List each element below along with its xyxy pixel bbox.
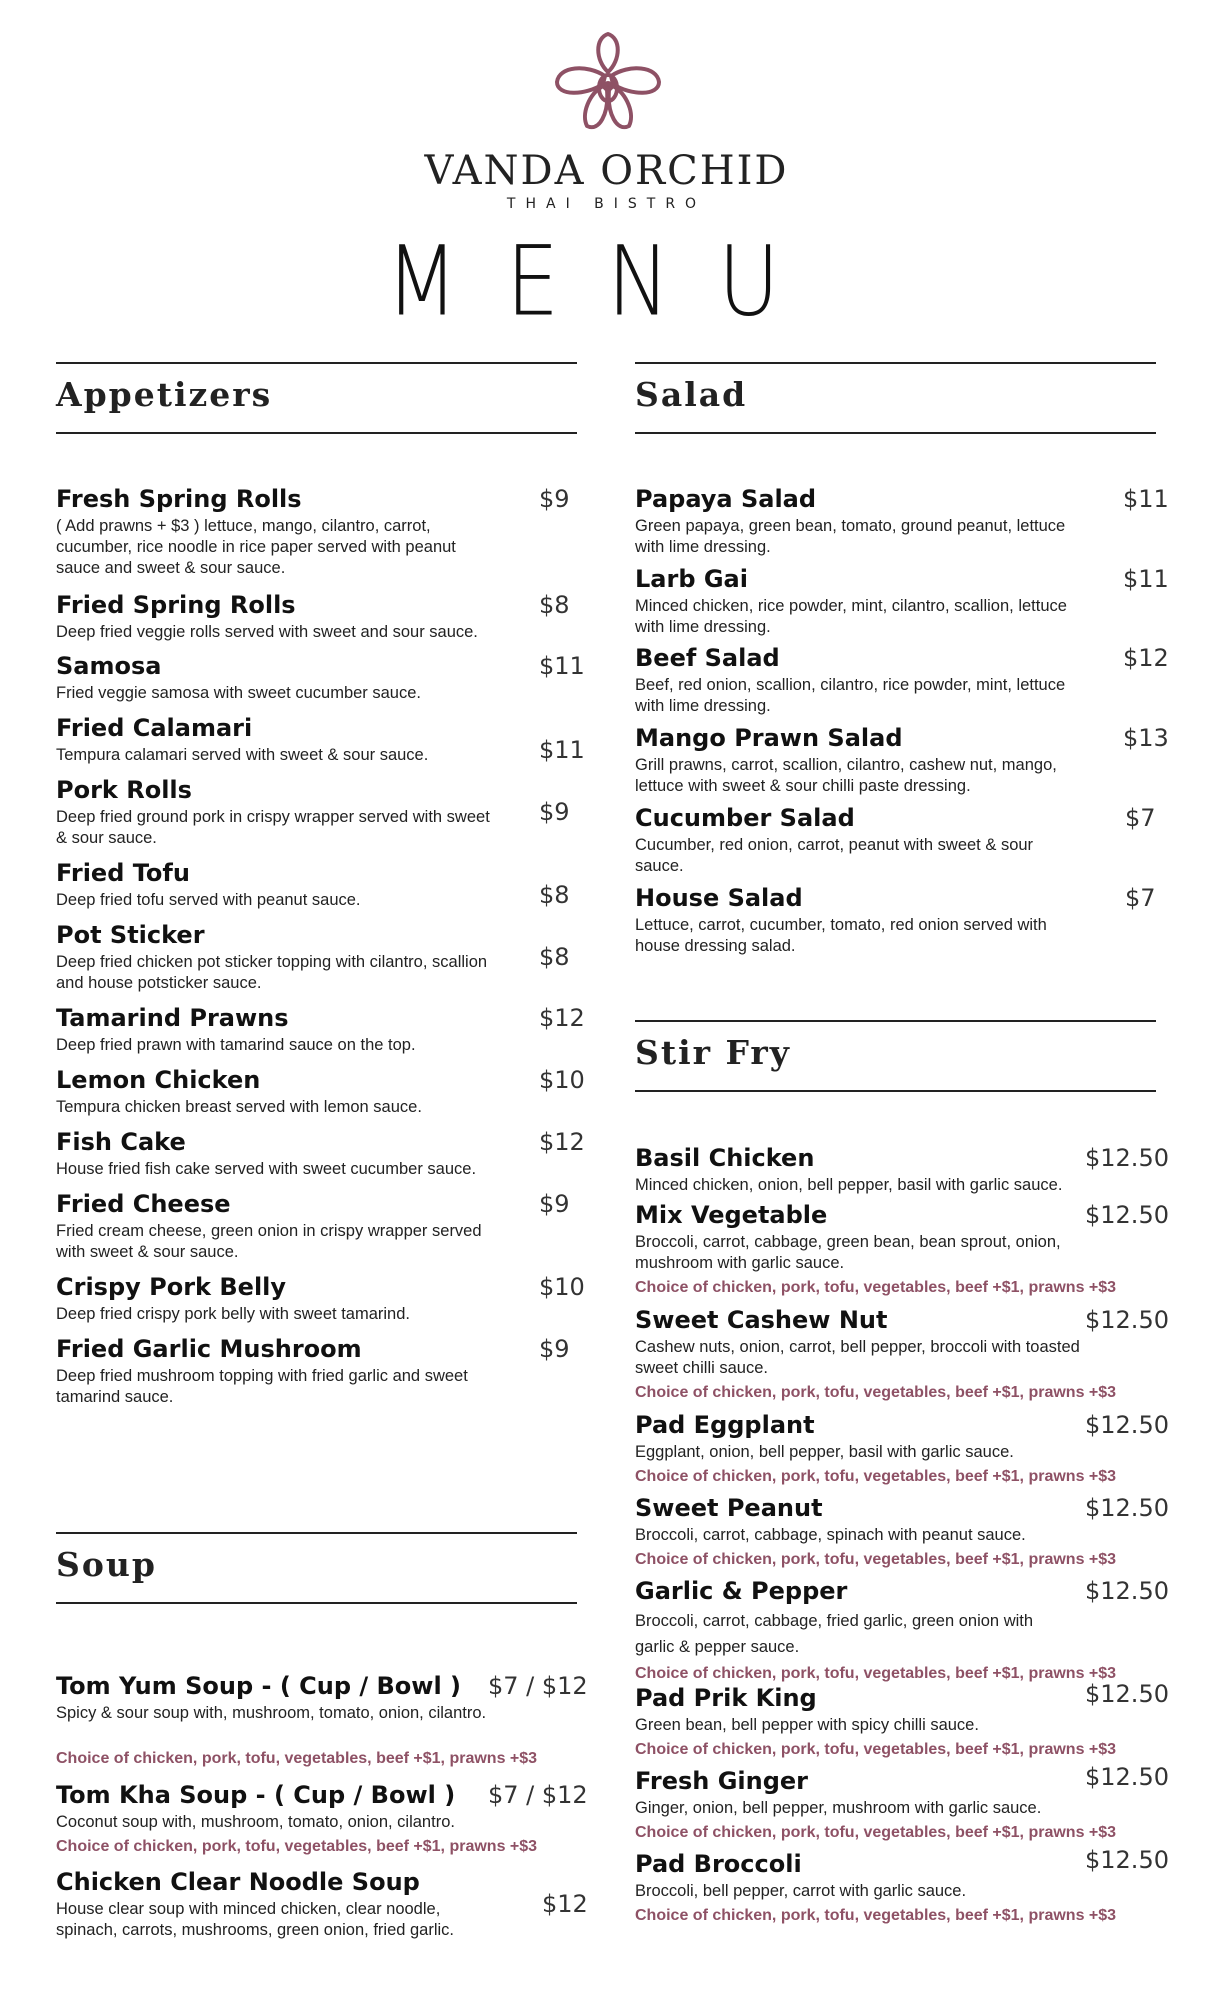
item-name: Pot Sticker xyxy=(56,921,205,949)
item-description: Broccoli, carrot, cabbage, spinach with peanut sauce. xyxy=(635,1526,1026,1544)
item-description: Broccoli, bell pepper, carrot with garlic sauce. xyxy=(635,1882,967,1900)
item-price: $12.50 xyxy=(1085,1763,1169,1791)
item-price: $12.50 xyxy=(1085,1846,1169,1874)
item-name: Tamarind Prawns xyxy=(56,1004,289,1032)
item-price: $12 xyxy=(542,1890,588,1918)
item-description: Tempura calamari served with sweet & sour sauce. xyxy=(56,746,429,764)
item-price: $12.50 xyxy=(1085,1306,1169,1334)
item-name: Fried Garlic Mushroom xyxy=(56,1335,362,1363)
item-description: Deep fried ground pork in crispy wrapper served with sweet & sour sauce. xyxy=(56,808,490,847)
item-price: $12.50 xyxy=(1085,1680,1169,1708)
item-price: $7 xyxy=(1125,884,1156,912)
item-name: Cucumber Salad xyxy=(635,804,855,832)
item-description: Minced chicken, onion, bell pepper, basil with garlic sauce. xyxy=(635,1176,1063,1194)
orchid-logo-icon xyxy=(551,30,666,138)
item-price: $8 xyxy=(539,943,570,971)
item-name: Tom Yum Soup - ( Cup / Bowl ) xyxy=(56,1672,462,1700)
item-description: Minced chicken, rice powder, mint, cilantro, scallion, lettuce with lime dressing. xyxy=(635,597,1067,636)
item-name: Fish Cake xyxy=(56,1128,186,1156)
item-description: Tempura chicken breast served with lemon sauce. xyxy=(56,1098,422,1116)
item-description: House clear soup with minced chicken, clear noodle, spinach, carrots, mushrooms, green onion, fried garlic. xyxy=(56,1900,455,1939)
protein-choice-note: Choice of chicken, pork, tofu, vegetables, beef +$1, prawns +$3 xyxy=(56,1750,538,1767)
item-description: Spicy & sour soup with, mushroom, tomato, onion, cilantro. xyxy=(56,1704,487,1722)
item-price: $10 xyxy=(539,1066,585,1094)
item-description: Eggplant, onion, bell pepper, basil with garlic sauce. xyxy=(635,1443,1014,1461)
item-name: Pad Prik King xyxy=(635,1684,817,1712)
item-name: Mango Prawn Salad xyxy=(635,724,903,752)
item-price: $7 xyxy=(1125,804,1156,832)
item-description: Deep fried crispy pork belly with sweet tamarind. xyxy=(56,1305,410,1323)
item-description: House fried fish cake served with sweet cucumber sauce. xyxy=(56,1160,477,1178)
item-description: Green bean, bell pepper with spicy chilli sauce. xyxy=(635,1716,979,1734)
item-price: $12 xyxy=(1123,644,1169,672)
protein-choice-note: Choice of chicken, pork, tofu, vegetables, beef +$1, prawns +$3 xyxy=(635,1468,1117,1485)
item-price: $9 xyxy=(539,1335,570,1363)
menu-title: MENU xyxy=(385,224,828,338)
item-price: $8 xyxy=(539,881,570,909)
item-name: Fried Spring Rolls xyxy=(56,591,296,619)
item-price: $12 xyxy=(539,1004,585,1032)
section-title: Stir Fry xyxy=(635,1033,791,1072)
item-description: Ginger, onion, bell pepper, mushroom with garlic sauce. xyxy=(635,1799,1042,1817)
item-price: $13 xyxy=(1123,724,1169,752)
item-name: Papaya Salad xyxy=(635,485,817,513)
item-description: Fried veggie samosa with sweet cucumber sauce. xyxy=(56,684,421,702)
item-name: Tom Kha Soup - ( Cup / Bowl ) xyxy=(56,1781,456,1809)
protein-choice-note: Choice of chicken, pork, tofu, vegetables, beef +$1, prawns +$3 xyxy=(635,1907,1117,1924)
item-price: $9 xyxy=(539,798,570,826)
protein-choice-note: Choice of chicken, pork, tofu, vegetables, beef +$1, prawns +$3 xyxy=(56,1838,538,1855)
item-name: Fried Calamari xyxy=(56,714,253,742)
section-title: Soup xyxy=(56,1545,157,1584)
item-price: $12.50 xyxy=(1085,1577,1169,1605)
item-name: Larb Gai xyxy=(635,565,748,593)
item-price: $10 xyxy=(539,1273,585,1301)
item-name: Fried Tofu xyxy=(56,859,190,887)
item-price: $11 xyxy=(1123,565,1169,593)
item-name: Lemon Chicken xyxy=(56,1066,261,1094)
item-price: $7 / $12 xyxy=(488,1781,588,1809)
section-title: Salad xyxy=(635,375,748,414)
brand-subtitle: THAI BISTRO xyxy=(506,196,707,212)
item-name: Fresh Ginger xyxy=(635,1767,809,1795)
item-name: Chicken Clear Noodle Soup xyxy=(56,1868,420,1896)
protein-choice-note: Choice of chicken, pork, tofu, vegetables, beef +$1, prawns +$3 xyxy=(635,1551,1117,1568)
item-description: Beef, red onion, scallion, cilantro, rice powder, mint, lettuce with lime dressing. xyxy=(635,676,1066,715)
protein-choice-note: Choice of chicken, pork, tofu, vegetables, beef +$1, prawns +$3 xyxy=(635,1279,1117,1296)
section-title: Appetizers xyxy=(56,375,273,414)
item-description: Fried cream cheese, green onion in crispy wrapper served with sweet & sour sauce. xyxy=(56,1222,482,1261)
protein-choice-note: Choice of chicken, pork, tofu, vegetables, beef +$1, prawns +$3 xyxy=(635,1741,1117,1758)
item-name: Garlic & Pepper xyxy=(635,1577,848,1605)
item-description: Deep fried chicken pot sticker topping with cilantro, scallion and house potsticker sauce. xyxy=(56,953,488,992)
item-description: Green papaya, green bean, tomato, ground peanut, lettuce with lime dressing. xyxy=(635,517,1066,556)
item-description: Deep fried mushroom topping with fried garlic and sweet tamarind sauce. xyxy=(56,1367,468,1406)
item-description: ( Add prawns + $3 ) lettuce, mango, cilantro, carrot, cucumber, rice noodle in rice paper served with peanut sauce and sweet & sour sauce. xyxy=(56,517,456,577)
item-price: $8 xyxy=(539,591,570,619)
item-price: $12 xyxy=(539,1128,585,1156)
item-name: Sweet Cashew Nut xyxy=(635,1306,888,1334)
item-price: $11 xyxy=(1123,485,1169,513)
item-price: $12.50 xyxy=(1085,1494,1169,1522)
item-price: $7 / $12 xyxy=(488,1672,588,1700)
item-description: Deep fried tofu served with peanut sauce. xyxy=(56,891,361,909)
item-description: Deep fried veggie rolls served with sweet and sour sauce. xyxy=(56,623,478,641)
item-description: Broccoli, carrot, cabbage, green bean, bean sprout, onion, mushroom with garlic sauce. xyxy=(635,1233,1061,1272)
item-description: Cucumber, red onion, carrot, peanut with sweet & sour sauce. xyxy=(635,836,1034,875)
item-price: $9 xyxy=(539,1190,570,1218)
item-price: $12.50 xyxy=(1085,1144,1169,1172)
item-name: House Salad xyxy=(635,884,803,912)
brand-name: VANDA ORCHID xyxy=(424,148,789,194)
item-price: $12.50 xyxy=(1085,1411,1169,1439)
item-price: $12.50 xyxy=(1085,1201,1169,1229)
item-description: Lettuce, carrot, cucumber, tomato, red onion served with house dressing salad. xyxy=(635,916,1047,955)
item-name: Sweet Peanut xyxy=(635,1494,823,1522)
section-heading-appetizers xyxy=(56,362,577,434)
section-heading-soup xyxy=(56,1532,577,1604)
protein-choice-note: Choice of chicken, pork, tofu, vegetables, beef +$1, prawns +$3 xyxy=(635,1665,1117,1682)
item-name: Pork Rolls xyxy=(56,776,192,804)
item-name: Basil Chicken xyxy=(635,1144,815,1172)
menu-header xyxy=(0,0,1213,340)
item-name: Pad Eggplant xyxy=(635,1411,815,1439)
item-price: $11 xyxy=(539,652,585,680)
item-name: Fresh Spring Rolls xyxy=(56,485,302,513)
item-name: Beef Salad xyxy=(635,644,780,672)
item-price: $11 xyxy=(539,736,585,764)
item-name: Mix Vegetable xyxy=(635,1201,828,1229)
item-name: Samosa xyxy=(56,652,162,680)
item-name: Fried Cheese xyxy=(56,1190,231,1218)
protein-choice-note: Choice of chicken, pork, tofu, vegetables, beef +$1, prawns +$3 xyxy=(635,1384,1117,1401)
section-heading-salad xyxy=(635,362,1156,434)
item-description: Grill prawns, carrot, scallion, cilantro, cashew nut, mango, lettuce with sweet & sour chilli paste dressing. xyxy=(635,756,1057,795)
item-description: Cashew nuts, onion, carrot, bell pepper, broccoli with toasted sweet chilli sauce. xyxy=(635,1338,1080,1377)
item-description: Deep fried prawn with tamarind sauce on the top. xyxy=(56,1036,416,1054)
item-name: Pad Broccoli xyxy=(635,1850,802,1878)
section-heading-stir-fry xyxy=(635,1020,1156,1092)
protein-choice-note: Choice of chicken, pork, tofu, vegetables, beef +$1, prawns +$3 xyxy=(635,1824,1117,1841)
item-name: Crispy Pork Belly xyxy=(56,1273,287,1301)
item-price: $9 xyxy=(539,485,570,513)
item-description: Coconut soup with, mushroom, tomato, onion, cilantro. xyxy=(56,1813,455,1831)
item-description: Broccoli, carrot, cabbage, fried garlic, green onion with garlic & pepper sauce. xyxy=(635,1612,1034,1656)
